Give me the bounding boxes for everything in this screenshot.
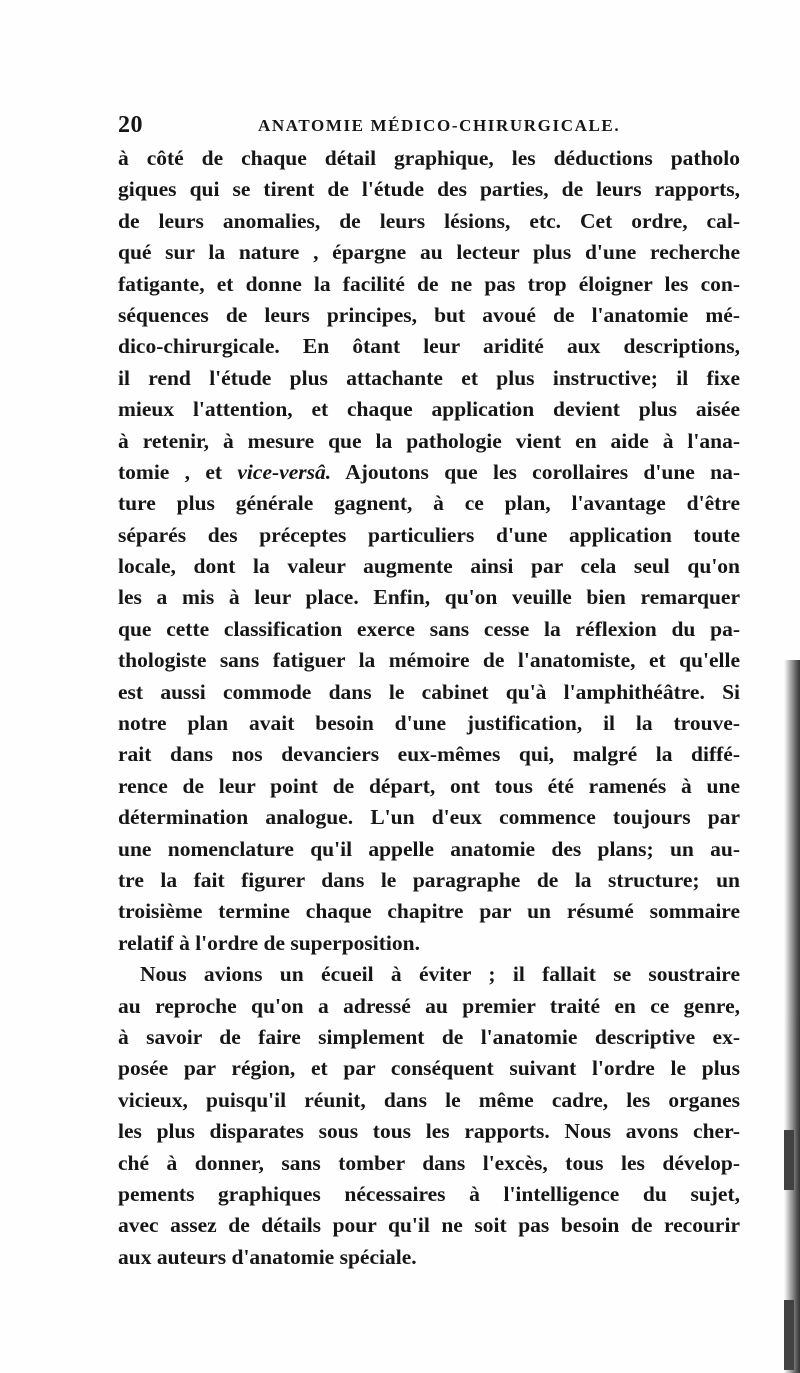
text-line: Nous avions un écueil à éviter ; il fallait se soustraire [140,962,740,987]
text-segment: tomie , et [118,459,223,484]
text-line: troisième termine chaque chapitre par un résumé sommaire [118,899,740,924]
text-line: relatif à l'ordre de superposition. [118,930,420,955]
text-line: une nomenclature qu'il appelle anatomie des plans; un au- [118,836,740,861]
page-binding-edge [784,660,800,1373]
text-line: qué sur la nature , épargne au lecteur plus d'une recherche [118,240,740,265]
text-line: fatigante, et donne la facilité de ne pas trop éloigner les con- [118,271,740,296]
text-line: à savoir de faire simplement de l'anatomie descriptive ex- [118,1024,740,1049]
page-number: 20 [118,112,143,138]
text-line: est aussi commode dans le cabinet qu'à l'amphithéâtre. Si [118,679,740,704]
text-line: locale, dont la valeur augmente ainsi par cela seul qu'on [118,554,740,579]
text-line: détermination analogue. L'un d'eux commence toujours par [118,805,740,830]
italic-phrase: vice-versâ. [237,459,332,484]
text-line: vicieux, puisqu'il réunit, dans le même cadre, les organes [118,1087,740,1112]
text-line: dico-chirurgicale. En ôtant leur aridité aux descriptions, [118,334,740,359]
text-line: les a mis à leur place. Enfin, qu'on veuille bien remarquer [118,585,740,610]
text-line: à côté de chaque détail graphique, les déductions patholo [118,146,740,170]
text-line: au reproche qu'on a adressé au premier traité en ce genre, [118,993,740,1018]
text-line: tre la fait figurer dans le paragraphe de la structure; un [118,867,740,892]
text-line: pements graphiques nécessaires à l'intelligence du sujet, [118,1181,740,1206]
text-line: notre plan avait besoin d'une justification, il la trouve- [118,711,740,736]
text-line: giques qui se tirent de l'étude des parties, de leurs rapports, [118,177,740,202]
text-line: à retenir, à mesure que la pathologie vient en aide à l'ana- [118,428,740,453]
text-line: ture plus générale gagnent, à ce plan, l'avantage d'être [118,491,740,516]
binding-mark [784,1130,794,1190]
text-segment: Ajoutons que les corollaires d'une na- [345,459,741,484]
text-line: rait dans nos devanciers eux-mêmes qui, malgré la diffé- [118,742,740,767]
text-line: ché à donner, sans tomber dans l'excès, tous les dévelop- [118,1150,740,1175]
body-text [118,143,740,1273]
text-line: thologiste sans fatiguer la mémoire de l'anatomiste, et qu'elle [118,648,740,673]
binding-mark [784,1300,794,1370]
text-line: posée par région, et par conséquent suivant l'ordre le plus [118,1056,740,1081]
text-line: séquences de leurs principes, but avoué de l'anatomie mé- [118,302,740,327]
text-line: avec assez de détails pour qu'il ne soit pas besoin de recourir [118,1213,740,1238]
text-line: de leurs anomalies, de leurs lésions, etc. Cet ordre, cal- [118,208,740,233]
page-header [118,112,728,142]
text-line: mieux l'attention, et chaque application devient plus aisée [118,397,740,422]
text-line: les plus disparates sous tous les rapports. Nous avons cher- [118,1119,740,1144]
text-line: rence de leur point de départ, ont tous été ramenés à une [118,773,740,798]
text-line: il rend l'étude plus attachante et plus instructive; il fixe [118,365,740,390]
text-line: que cette classification exerce sans cesse la réflexion du pa- [118,616,740,641]
text-line-mixed [118,457,740,488]
text-line: séparés des préceptes particuliers d'une application toute [118,522,740,547]
running-title: ANATOMIE MÉDICO-CHIRURGICALE. [258,116,621,135]
text-line: aux auteurs d'anatomie spéciale. [118,1244,417,1269]
